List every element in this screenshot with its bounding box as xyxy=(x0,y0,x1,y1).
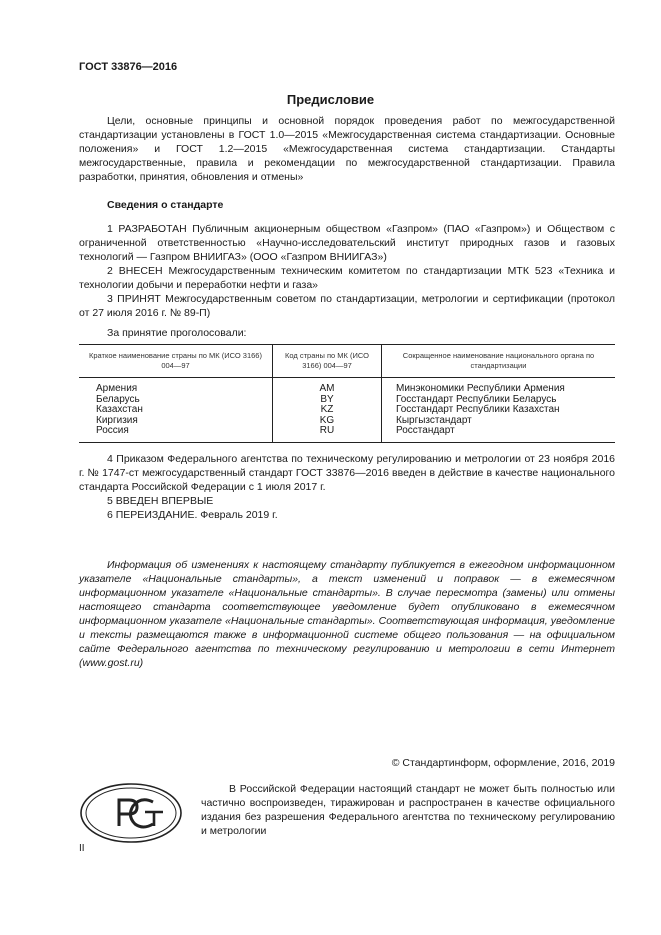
section-title: Сведения о стандарте xyxy=(107,199,224,211)
country-cell: Киргизия xyxy=(96,414,138,426)
item-4-text: 4 Приказом Федерального агентства по техническому регулированию и метрологии от 23 ноября 2016 г. № 1747-ст межгосударственный стандарт ГОСТ 33876—2016 введен в действие в качестве национального стандарта Российской Федерации с 1 июля 2017 г. xyxy=(79,453,615,493)
item-4 xyxy=(79,452,615,494)
country-cell: Россия xyxy=(79,426,273,442)
code-cell: KG xyxy=(273,416,382,427)
voted-text: За принятие проголосовали: xyxy=(107,327,247,339)
item-3-text: 3 ПРИНЯТ Межгосударственным советом по стандартизации, метрологии и сертификации (протокол от 27 июля 2016 г. № 89-П) xyxy=(79,293,615,319)
code-cell: AM xyxy=(273,378,382,395)
country-cell: Армения xyxy=(96,383,138,394)
voted-label xyxy=(79,326,615,340)
page-title: Предисловие xyxy=(286,92,375,107)
intro-paragraph xyxy=(79,114,615,184)
item-2 xyxy=(79,264,615,292)
copyright-line: © Стандартинформ, оформление, 2016, 2019 xyxy=(391,757,615,769)
rights-paragraph xyxy=(201,782,615,838)
body-cell: Госстандарт Республики Казахстан xyxy=(382,405,616,416)
code-cell: BY xyxy=(273,395,382,406)
item-1 xyxy=(79,222,615,264)
item-5 xyxy=(79,494,615,508)
page-number: II xyxy=(79,843,85,854)
item-2-text: 2 ВНЕСЕН Межгосударственным техническим комитетом по стандартизации МТК 523 «Техника и технологии добычи и переработки нефти и газа» xyxy=(79,265,615,291)
item-5-text: 5 ВВЕДЕН ВПЕРВЫЕ xyxy=(107,495,214,507)
table-row xyxy=(79,405,615,416)
col-header-country: Краткое наименование страны по МК (ИСО 3166) 004—97 xyxy=(79,345,273,378)
table-header-row xyxy=(79,345,615,378)
body-cell: Минэкономики Республики Армения xyxy=(382,378,616,395)
col-header-code: Код страны по МК (ИСО 3166) 004—97 xyxy=(273,345,382,378)
item-6 xyxy=(79,508,615,522)
country-cell: Беларусь xyxy=(96,393,140,405)
document-code: ГОСТ 33876—2016 xyxy=(79,61,178,73)
intro-text: Цели, основные принципы и основной порядок проведения работ по межгосударственной стандартизации установлены в ГОСТ 1.0—2015 «Межгосударственная система стандартизации. Основные положения» и ГОСТ 1.2—2015 «Межгосударственная система стандартизации. Стандарты межгосударственные, правила и рекомендации по межгосударственной стандартизации. Правила разработки, принятия, обновления и отмены» xyxy=(79,115,615,183)
table-row xyxy=(79,416,615,427)
body-cell: Росстандарт xyxy=(382,426,616,442)
table-row xyxy=(79,426,615,442)
table-row xyxy=(79,378,615,395)
item-3 xyxy=(79,292,615,320)
body-cell: Госстандарт Республики Беларусь xyxy=(382,395,616,406)
body-cell: Кыргызстандарт xyxy=(382,416,616,427)
code-cell: KZ xyxy=(273,405,382,416)
item-6-text: 6 ПЕРЕИЗДАНИЕ. Февраль 2019 г. xyxy=(107,509,278,521)
item-1-text: 1 РАЗРАБОТАН Публичным акционерным обществом «Газпром» (ПАО «Газпром») и Обществом с ограниченной ответственностью «Научно-исследовательский институт природных газов и газовых технологий — Газпром ВНИИГАЗ» (ООО «Газпром ВНИИГАЗ») xyxy=(79,223,615,263)
info-paragraph xyxy=(79,558,615,670)
info-text: Информация об изменениях к настоящему стандарту публикуется в ежегодном информационном указателе «Национальные стандарты», а текст изменений и поправок — в ежемесячном информационном указателе «Национальные стандарты». В случае пересмотра (замены) или отмены настоящего стандарта соответствующее уведомление будет опубликовано в ежемесячном информационном указателе «Национальные стандарты». Соответствующая информация, уведомление и тексты размещаются также в информационной системе общего пользования — на официальном сайте Федерального агентства по техническому регулированию и метрологии в сети Интернет (www.gost.ru) xyxy=(79,559,615,669)
rst-logo-icon xyxy=(79,782,183,844)
voting-table xyxy=(79,344,615,443)
code-cell: RU xyxy=(273,426,382,442)
rights-text: В Российской Федерации настоящий стандарт не может быть полностью или частично воспроизведен, тиражирован и распространен в качестве официального издания без разрешения Федерального агентства по техническому регулированию и метрологии xyxy=(201,783,615,837)
country-cell: Казахстан xyxy=(96,404,143,416)
col-header-body: Сокращенное наименование национального органа по стандартизации xyxy=(382,345,616,378)
